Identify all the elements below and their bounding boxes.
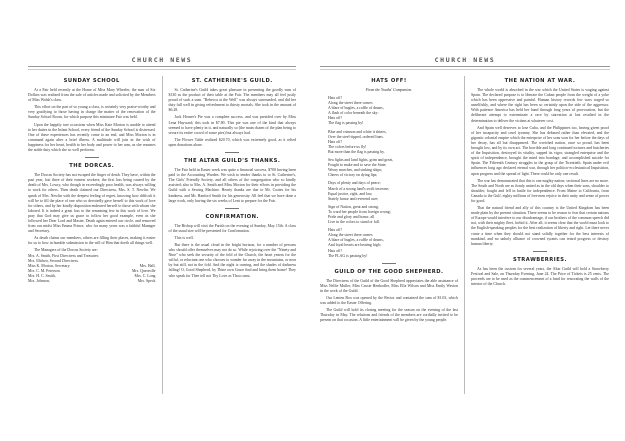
- poem-line: Hats off!: [328, 228, 342, 233]
- poem-line: A flash of color beneath the sky:: [328, 111, 379, 116]
- article-strawberries: [471, 257, 609, 287]
- article-hats-off: [320, 78, 458, 259]
- poem-line: Over the steel-tipped, ordered lines.: [328, 134, 384, 139]
- poem-line: Sign of Nation, great and strong,: [328, 204, 379, 209]
- article-st-catherines-guild: [169, 78, 297, 148]
- paragraph: The Directress of the Guild of the Good Shepherd appreciates the able assistance of Miss Nellie Muller, Miss Cassie Henbodler, Miss Ella Wilson and Miss Emily Weston in the work of the Guild.: [320, 278, 458, 293]
- poem-line: Hats off!: [328, 139, 342, 144]
- manager-entry: Mrs. A. Smith, First Directress and Treasurer.: [28, 253, 99, 258]
- poem-line: Equal justice, right, and law,: [328, 191, 373, 196]
- section-separator: [382, 263, 396, 264]
- paragraph: The Bishop will visit the Parish on the evening of Sunday, May 15th. A class of the usual size will be presented for Confirmation.: [168, 223, 296, 233]
- section-separator: [85, 157, 99, 158]
- poem-line: Blue and crimson and white it shines,: [328, 129, 387, 134]
- paragraph: The Guild will hold its closing meeting for the season on the evening of the last Thursday in May. The relations and friends of the members are cordially invited to be present on that occasion. A little entertainment will be given by the young people.: [320, 308, 458, 323]
- manager-entry: Mrs. H. C. Smith,: [28, 273, 56, 278]
- poem-stanza: [328, 228, 458, 259]
- left-page: [28, 56, 296, 386]
- article-title: STRAWBERRIES.: [513, 256, 567, 263]
- manager-entry: Miss K. Morton, Secretary.: [28, 263, 71, 268]
- article-nation-at-war: [471, 78, 609, 247]
- poem-line: Hats off!: [328, 248, 342, 253]
- managers-list: [28, 248, 156, 284]
- section-separator: [533, 251, 547, 252]
- article-dorcas: [28, 163, 156, 284]
- article-title: ST. CATHERINE'S GUILD.: [191, 78, 273, 84]
- section-separator: [225, 208, 239, 209]
- article-title: SUNDAY SCHOOL: [63, 78, 120, 84]
- paragraph: This effort on the part of so young a class, is certainly very praise-worthy and very gratifying to those having in charge the matter of the renovation of the Sunday School Room, for which purpose this miniature Fair was held.: [28, 105, 156, 120]
- manager-entry: Mrs. C. Long: [134, 273, 156, 278]
- paragraph: St. Catherine's Guild takes great pleasure in presenting the goodly sum of $130 as the product of their table at the Fair. The members may all feel justly proud of such a sum. "Rebecca at the Well" was always surrounded, and did her duty full well in giving refreshment to thirsty mortals. She took in the amount of $6.28.: [168, 88, 296, 113]
- poem-stanza: [328, 96, 458, 127]
- poem-stanza: [328, 130, 458, 155]
- poem-line: The FLAG is passing by!: [328, 253, 368, 258]
- paragraph: Our Lenten Box was opened by the Rector and contained the sum of $1.03, which was added to the Easter Offering.: [320, 296, 458, 306]
- poem-stanza: [328, 158, 458, 178]
- right-page-column-1: [320, 76, 464, 394]
- right-page: [320, 56, 610, 386]
- poem-line: Live in the colors to stand or fall.: [328, 220, 380, 225]
- article-sunday-school: [28, 78, 156, 153]
- manager-entry: Mrs. Johnson,: [28, 279, 50, 283]
- article-title: THE DORCAS.: [69, 163, 115, 170]
- manager-entry: Mrs. Hall,: [139, 263, 156, 268]
- paragraph: The Dorcas Society has not escaped the finger of death. They have, within the past year, lost three of their earnest workers; the first loss being caused by the death of Mrs. Lowry, who though in exceedingly poor health, was always willing to work for others. Then death claimed our Directress, Mrs. S. T. Newlin. We speak of Mrs. Newlin with the deepest feeling of regret, knowing how difficult it will be to fill the place of one who so devotedly gave herself to this work of love for others, and by her kindly disposition endeared herself to those with whom she labored. It is indeed a great loss to the remaining few in this work of love. We pray that God may give us grace to follow her good example, even as she followed her Dear Lord and Master. Death again entered our circle, and removed from our midst Miss Emma Prince, who for many years was a faithful Manager and Secretary.: [28, 173, 156, 234]
- paragraph: As death claims our members, others are filling their places, making it easier for us to bow in humble submission to the will of Him that doeth all things well.: [28, 236, 156, 246]
- masthead-rule: [320, 66, 610, 70]
- paragraph: The Flower Table realized $20.70, which was extremely good, as it relied upon donations alone.: [168, 137, 296, 147]
- poem-stanza: [328, 181, 458, 201]
- paragraph: Upon the happily rare occasions when Miss Kate Morton is unable to attend to her duties in the Infant School, every friend of the Sunday School is distressed. One of these experiences has recently come to an end, and Miss Morton is in command again after a brief illness. A multitude will join in the wish of happiness for her heart, health to her body and power to her arm, as she resumes the noble duty which she so well performs.: [28, 122, 156, 153]
- paragraph: The war has demonstrated that this is one mighty nation; sectional lines are no more. The South and North are as firmly united as in the old days when their sons, shoulder to shoulder, fought and fell in battle for independence. From Maine to California, from Canada to the Gulf, eighty millions of free men rejoice in their unity and sense of power for good.: [471, 178, 609, 203]
- poem-line: March of a strong land's swift increase;: [328, 186, 390, 191]
- managers-heading: The Managers of the Dorcas Society are:: [34, 248, 98, 253]
- poem-line: The colors before us fly!: [328, 144, 367, 149]
- manager-entry: Mrs. C. M. Peterson.: [28, 268, 61, 273]
- right-page-column-2: [464, 76, 609, 394]
- left-page-column-1: [28, 76, 162, 394]
- paragraph: The Fair held in Easter week was quite a financial success, $700 having been paid to the Accounting Warden. We wish to tender thanks to to St. Catherine's, The Girls' Friendly Society, and all others of the congregation who so kindly assisted; also to Mrs. A. Smith and Miss Morton for their efforts in providing the Guild with a Sewing Machine. Hearty thanks are due to Mr. Coates for his kindness, and Mr. Hanford Smith for his generosity. All feel that we have done a large work, only having the six weeks of Lent to prepare for the Fair.: [168, 168, 296, 203]
- paragraph: But there is the usual cloud in the bright horizon, for a number of persons who should offer themselves may not do so. While rejoicing over the "Ninety and Nine" who seek the security of the fold of the Church, the heart yearns for the wilful, or reluctant one who chooses to wander far away in the mountains, or near by but still, not in the fold. And the night is coming, and the shades of darkness falling! O, Good Shepherd, by Thine own Grace find and bring them home! They who speak for Thee tell not Thy Love as Thou canst.: [168, 242, 296, 278]
- poem-line: Along the street there comes: [328, 233, 373, 238]
- article-confirmation: [169, 214, 297, 279]
- poem-line: Pride and glory and honor, all: [328, 214, 375, 219]
- paragraph: The whole world is absorbed in the war which the United States is waging against Spain. The declared purpose is to liberate the Cuban people from the weight of a yoke which has been oppressive and painful. Human history records few wars waged so unselfishly, and where the right has been so certainly upon the side of the aggressor. With patience America has held her hand through long years of provocation, but the deliberate attempt to exterminate a race by starvation at last resulted in the determination to deliver the victims at whatever cost.: [471, 88, 609, 123]
- manager-entry: Mrs. Quereolle: [131, 268, 156, 273]
- poem-line: Sea fights and land fights, grim and great,: [328, 158, 394, 163]
- article-title: THE NATION AT WAR.: [504, 78, 576, 84]
- poem-line: The flag is passing by!: [328, 121, 364, 126]
- manager-entry: Mrs. Illidwir, Second Directress.: [28, 258, 79, 263]
- byline: From the Youths' Companion.: [365, 88, 413, 92]
- article-altar-guild-thanks: [169, 158, 297, 204]
- poem-line: Days of plenty and days of peace;: [328, 181, 381, 186]
- poem-line: Along the street there comes: [328, 101, 373, 106]
- masthead: CHURCH NEWS: [434, 56, 496, 64]
- section-separator: [225, 152, 239, 153]
- manager-entry: Mrs. Speck: [137, 279, 156, 283]
- poem-line: A blare of bugles, a ruffle of drums,: [328, 106, 384, 111]
- poem-line: Stately honor and reverend awe;: [328, 196, 379, 201]
- article-guild-of-good-shepherd: [320, 269, 458, 324]
- paragraph: As has been the custom for several years, the Altar Guild will hold a Strawberry Festival and Sale, on Thursday Evening, June 24. The Price of Tickets is 25 cents. The proceeds are to be used as the commencement of a fund for renovating the walls of the interior of the Church.: [471, 266, 609, 287]
- paragraph: And Spain well deserves to lose Cuba, and the Philippines too, having given proof of her incapacity and cruel tyranny. She has debased rather than elevated, and the gigantic colonial empire which the enterprise of her sons won for her before the days of her decay, has all but disappeared. The wretched nation, once so proud, has been brought low, and by its own act. The horrible and long continued tortures and butcheries of the Inquisition, destroyed its vitality, sapped its vigor, strangled enterprise and the spirit of independence, brought the mind into bondage, and accomplished suicide for Spain. The Fifteenth Century struggles in the grasp of the Twentieth. Spain under evil influences long ago declared eternal war, through her politico-ecclesiastical Inquisition, upon progress and the spread of light. There could be only one result.: [471, 125, 609, 176]
- poem-line: Cheers of victory on dying lips;: [328, 173, 378, 178]
- paragraph: Jack Horner's Pie was a complete success, and was presided over by Miss Lena Hayward; this took in $7.80. This pie was one of the kind that always seemed to have plenty in it, and naturally so (the main charm of the plan being to secure its entire crowd of some pies) but always had.: [168, 115, 296, 135]
- article-title: HATS OFF!: [371, 78, 407, 84]
- masthead-rule: [28, 66, 296, 70]
- poem-line: But more than the flag is passing by.: [328, 149, 385, 154]
- poem-line: A blare of bugles, a ruffle of drums,: [328, 238, 384, 243]
- poem-stanza: [328, 205, 458, 225]
- paragraph: This is well.: [174, 235, 194, 240]
- article-title: CONFIRMATION.: [205, 213, 259, 220]
- poem-line: And loyal hearts are beating high;: [328, 243, 381, 248]
- masthead: CHURCH NEWS: [131, 56, 193, 64]
- poem-line: Hats off!: [328, 96, 342, 100]
- poem-line: To ward her people from foreign wrong;: [328, 209, 391, 214]
- left-page-column-2: [162, 76, 297, 394]
- poem-line: Hats off!: [328, 116, 342, 121]
- paragraph: That the natural friend and ally of this country is the United Kingdom has been made plain by the present situation. There seems to be reason to fear that certain nations of Europe would interfere to our disadvantage, if our brothers of the common speech did not, with their mighty fleet, forbid it. After all, it seems clear that the world must look to the English-speaking peoples for the best realization of liberty and right. Let there never come a time when they should not stand solidly together for the best interests of mankind, and no unholy alliance of crowned tyrants can retard progress or destroy human liberty.: [471, 206, 609, 246]
- paragraph: At a Fair held recently at the Home of Miss Mary Wheeler, the sum of Six Dollars was realized from the sale of articles made and solicited by the Members of Miss Walsh's class.: [28, 88, 156, 103]
- poem-line: Weary marches, and sinking ships;: [328, 168, 383, 173]
- article-title: GUILD OF THE GOOD SHEPHERD.: [334, 268, 444, 275]
- article-title: THE ALTAR GUILD'S THANKS.: [184, 158, 281, 165]
- poem-line: Fought to make and to save the State;: [328, 163, 387, 168]
